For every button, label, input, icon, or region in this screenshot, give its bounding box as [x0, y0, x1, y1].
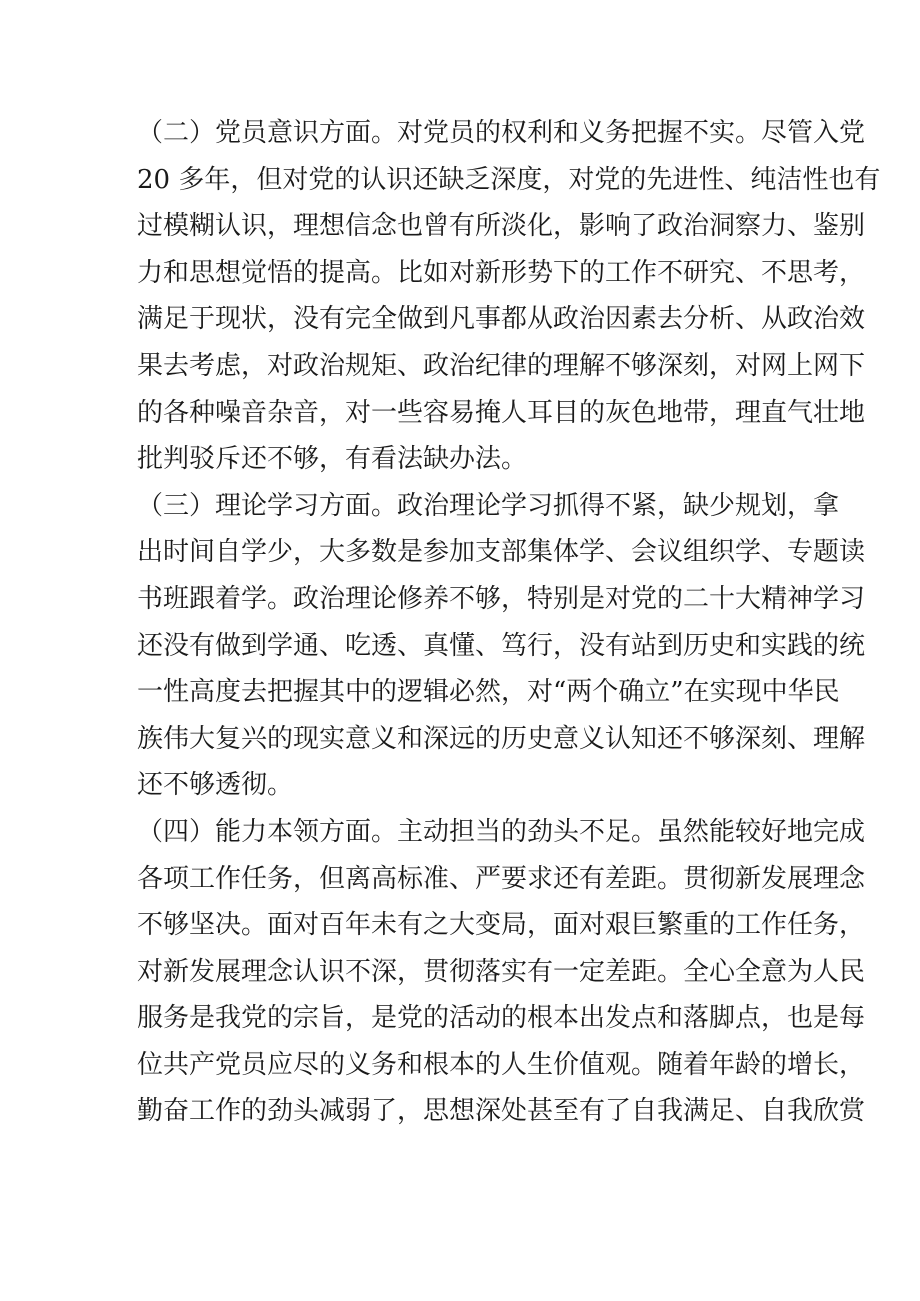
- text-line: 还没有做到学通、吃透、真懂、笃行，没有站到历史和实践的统: [137, 630, 866, 661]
- text-line: 还不够透彻。: [137, 770, 294, 801]
- text-line: 出时间自学少，大多数是参加支部集体学、会议组织学、专题读: [137, 537, 866, 568]
- text-line: 一性高度去把握其中的逻辑必然，对“两个确立”在实现中华民: [137, 677, 840, 708]
- paragraph-party-awareness: [137, 110, 881, 483]
- text-line: 果去考虑，对政治规矩、政治纪律的理解不够深刻，对网上网下: [137, 350, 866, 381]
- text-line: 不够坚决。面对百年未有之大变局，面对艰巨繁重的工作任务，: [137, 910, 866, 941]
- text-line: 族伟大复兴的现实意义和深远的历史意义认知还不够深刻、理解: [137, 723, 866, 754]
- text-line: 对新发展理念认识不深，贯彻落实有一定差距。全心全意为人民: [137, 956, 866, 987]
- text-line: 批判驳斥还不够，有看法缺办法。: [137, 444, 528, 475]
- text-line: （四）能力本领方面。主动担当的劲头不足。虽然能较好地完成: [137, 816, 866, 847]
- paragraph-ability-skills: [137, 809, 866, 1135]
- document-body: [137, 110, 881, 1135]
- text-line: （二）党员意识方面。对党员的权利和义务把握不实。尽管入党: [137, 118, 866, 148]
- paragraph-theory-study: [137, 483, 866, 809]
- text-line: 书班跟着学。政治理论修养不够，特别是对党的二十大精神学习: [137, 583, 866, 614]
- text-line: 力和思想觉悟的提高。比如对新形势下的工作不研究、不思考，: [137, 257, 866, 288]
- text-line: 各项工作任务，但离高标准、严要求还有差距。贯彻新发展理念: [137, 863, 866, 894]
- text-line: 服务是我党的宗旨，是党的活动的根本出发点和落脚点，也是每: [137, 1003, 866, 1034]
- text-line: 过模糊认识，理想信念也曾有所淡化，影响了政治洞察力、鉴别: [137, 211, 866, 242]
- text-line: 20 多年，但对党的认识还缺乏深度，对党的先进性、纯洁性也有: [137, 164, 881, 195]
- text-line: 勤奋工作的劲头减弱了，思想深处甚至有了自我满足、自我欣赏: [137, 1096, 866, 1127]
- text-line: 满足于现状，没有完全做到凡事都从政治因素去分析、从政治效: [137, 304, 866, 335]
- text-line: （三）理论学习方面。政治理论学习抓得不紧，缺少规划，拿: [137, 490, 840, 521]
- text-line: 位共产党员应尽的义务和根本的人生价值观。随着年龄的增长，: [137, 1049, 866, 1080]
- text-line: 的各种噪音杂音，对一些容易掩人耳目的灰色地带，理直气壮地: [137, 397, 866, 428]
